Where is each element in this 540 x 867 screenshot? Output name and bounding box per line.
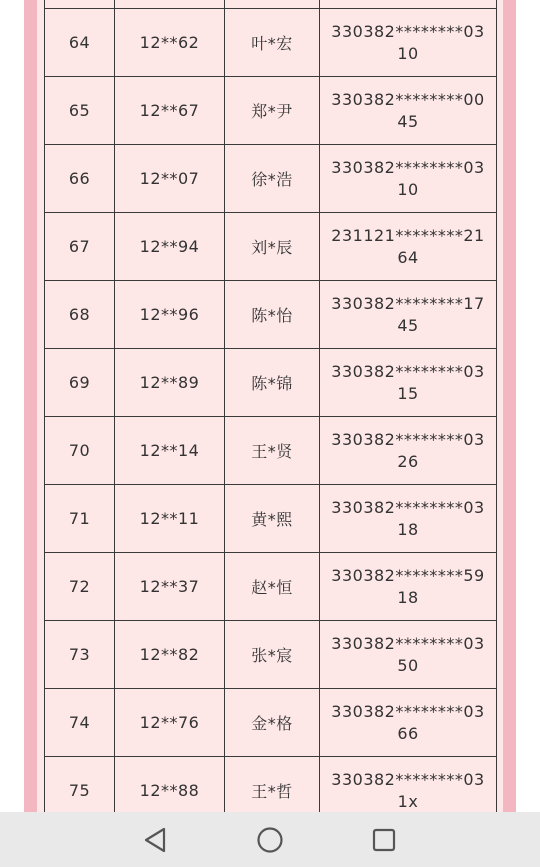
id-number xyxy=(320,349,497,417)
roster-body xyxy=(45,0,497,812)
table-row xyxy=(45,689,497,757)
id-number xyxy=(320,145,497,213)
id-number xyxy=(320,9,497,77)
row-number: 67 xyxy=(45,213,115,281)
pink-border-right xyxy=(503,0,516,812)
table-row xyxy=(45,417,497,485)
row-number: 66 xyxy=(45,145,115,213)
exam-code: 12**67 xyxy=(115,77,225,145)
id-number-line2: 18 xyxy=(397,587,419,607)
id-number-line1: 330382********17 xyxy=(331,293,485,313)
square-recents-icon xyxy=(370,826,398,854)
student-name: 郑*尹 xyxy=(225,77,320,145)
table-row xyxy=(45,213,497,281)
id-number-line2: 64 xyxy=(397,247,419,267)
id-number xyxy=(320,417,497,485)
id-number-line1: 330382********03 xyxy=(331,361,485,381)
exam-code: 12**62 xyxy=(115,9,225,77)
exam-code: 12**37 xyxy=(115,553,225,621)
id-number xyxy=(320,757,497,813)
id-number xyxy=(320,689,497,757)
row-number: 64 xyxy=(45,9,115,77)
student-name: 张*宸 xyxy=(225,621,320,689)
home-button[interactable] xyxy=(254,824,286,856)
pink-border-left xyxy=(24,0,37,812)
exam-code: 12**96 xyxy=(115,281,225,349)
exam-code: 12**88 xyxy=(115,757,225,813)
id-number-line2: 15 xyxy=(397,383,419,403)
student-name xyxy=(225,0,320,9)
student-name: 叶*宏 xyxy=(225,9,320,77)
system-navigation-bar xyxy=(0,812,540,867)
table-row xyxy=(45,485,497,553)
id-number xyxy=(320,281,497,349)
triangle-back-icon xyxy=(142,826,168,854)
table-row xyxy=(45,77,497,145)
exam-code: 12**89 xyxy=(115,349,225,417)
row-number: 70 xyxy=(45,417,115,485)
row-number: 75 xyxy=(45,757,115,813)
id-number-line2: 45 xyxy=(397,111,419,131)
table-row xyxy=(45,553,497,621)
exam-code: 12**76 xyxy=(115,689,225,757)
exam-code: 12**82 xyxy=(115,621,225,689)
row-number: 72 xyxy=(45,553,115,621)
id-number-line2: 50 xyxy=(397,655,419,675)
exam-code: 12**94 xyxy=(115,213,225,281)
id-number-line2: 1x xyxy=(397,791,419,811)
table-row xyxy=(45,9,497,77)
exam-code: 12**07 xyxy=(115,145,225,213)
id-number-line1: 330382********00 xyxy=(331,89,485,109)
id-number-line1: 330382********03 xyxy=(331,21,485,41)
recents-button[interactable] xyxy=(368,824,400,856)
student-name: 刘*辰 xyxy=(225,213,320,281)
table-row xyxy=(45,0,497,9)
roster-table xyxy=(44,0,497,812)
id-number xyxy=(320,621,497,689)
id-number-line1: 330382********03 xyxy=(331,157,485,177)
id-number-line1: 330382********03 xyxy=(331,497,485,517)
id-number-line1: 231121********21 xyxy=(331,225,485,245)
table-row xyxy=(45,349,497,417)
id-number xyxy=(320,485,497,553)
student-name: 金*格 xyxy=(225,689,320,757)
id-number xyxy=(320,0,497,9)
row-number: 73 xyxy=(45,621,115,689)
id-number-line1: 330382********59 xyxy=(331,565,485,585)
row-number xyxy=(45,0,115,9)
id-number-line1: 330382********03 xyxy=(331,769,485,789)
id-number-line2: 10 xyxy=(397,43,419,63)
student-name: 陈*锦 xyxy=(225,349,320,417)
id-number-line1: 330382********03 xyxy=(331,701,485,721)
id-number-line2: 45 xyxy=(397,315,419,335)
id-number xyxy=(320,553,497,621)
id-number-line2: 26 xyxy=(397,451,419,471)
table-row xyxy=(45,621,497,689)
id-number-line2: 10 xyxy=(397,179,419,199)
student-name: 徐*浩 xyxy=(225,145,320,213)
id-number-line2: 18 xyxy=(397,519,419,539)
row-number: 74 xyxy=(45,689,115,757)
row-number: 65 xyxy=(45,77,115,145)
student-name: 黄*熙 xyxy=(225,485,320,553)
student-name: 王*哲 xyxy=(225,757,320,813)
id-number-line1: 330382********03 xyxy=(331,633,485,653)
back-button[interactable] xyxy=(139,824,171,856)
id-number-line2: 66 xyxy=(397,723,419,743)
table-row xyxy=(45,281,497,349)
circle-home-icon xyxy=(255,825,285,855)
exam-code: 12**14 xyxy=(115,417,225,485)
student-name: 王*贤 xyxy=(225,417,320,485)
table-row xyxy=(45,757,497,813)
row-number: 69 xyxy=(45,349,115,417)
exam-code: 12**11 xyxy=(115,485,225,553)
row-number: 71 xyxy=(45,485,115,553)
id-number xyxy=(320,213,497,281)
exam-code xyxy=(115,0,225,9)
row-number: 68 xyxy=(45,281,115,349)
student-name: 赵*恒 xyxy=(225,553,320,621)
student-name: 陈*怡 xyxy=(225,281,320,349)
table-row xyxy=(45,145,497,213)
id-number-line1: 330382********03 xyxy=(331,429,485,449)
id-number xyxy=(320,77,497,145)
